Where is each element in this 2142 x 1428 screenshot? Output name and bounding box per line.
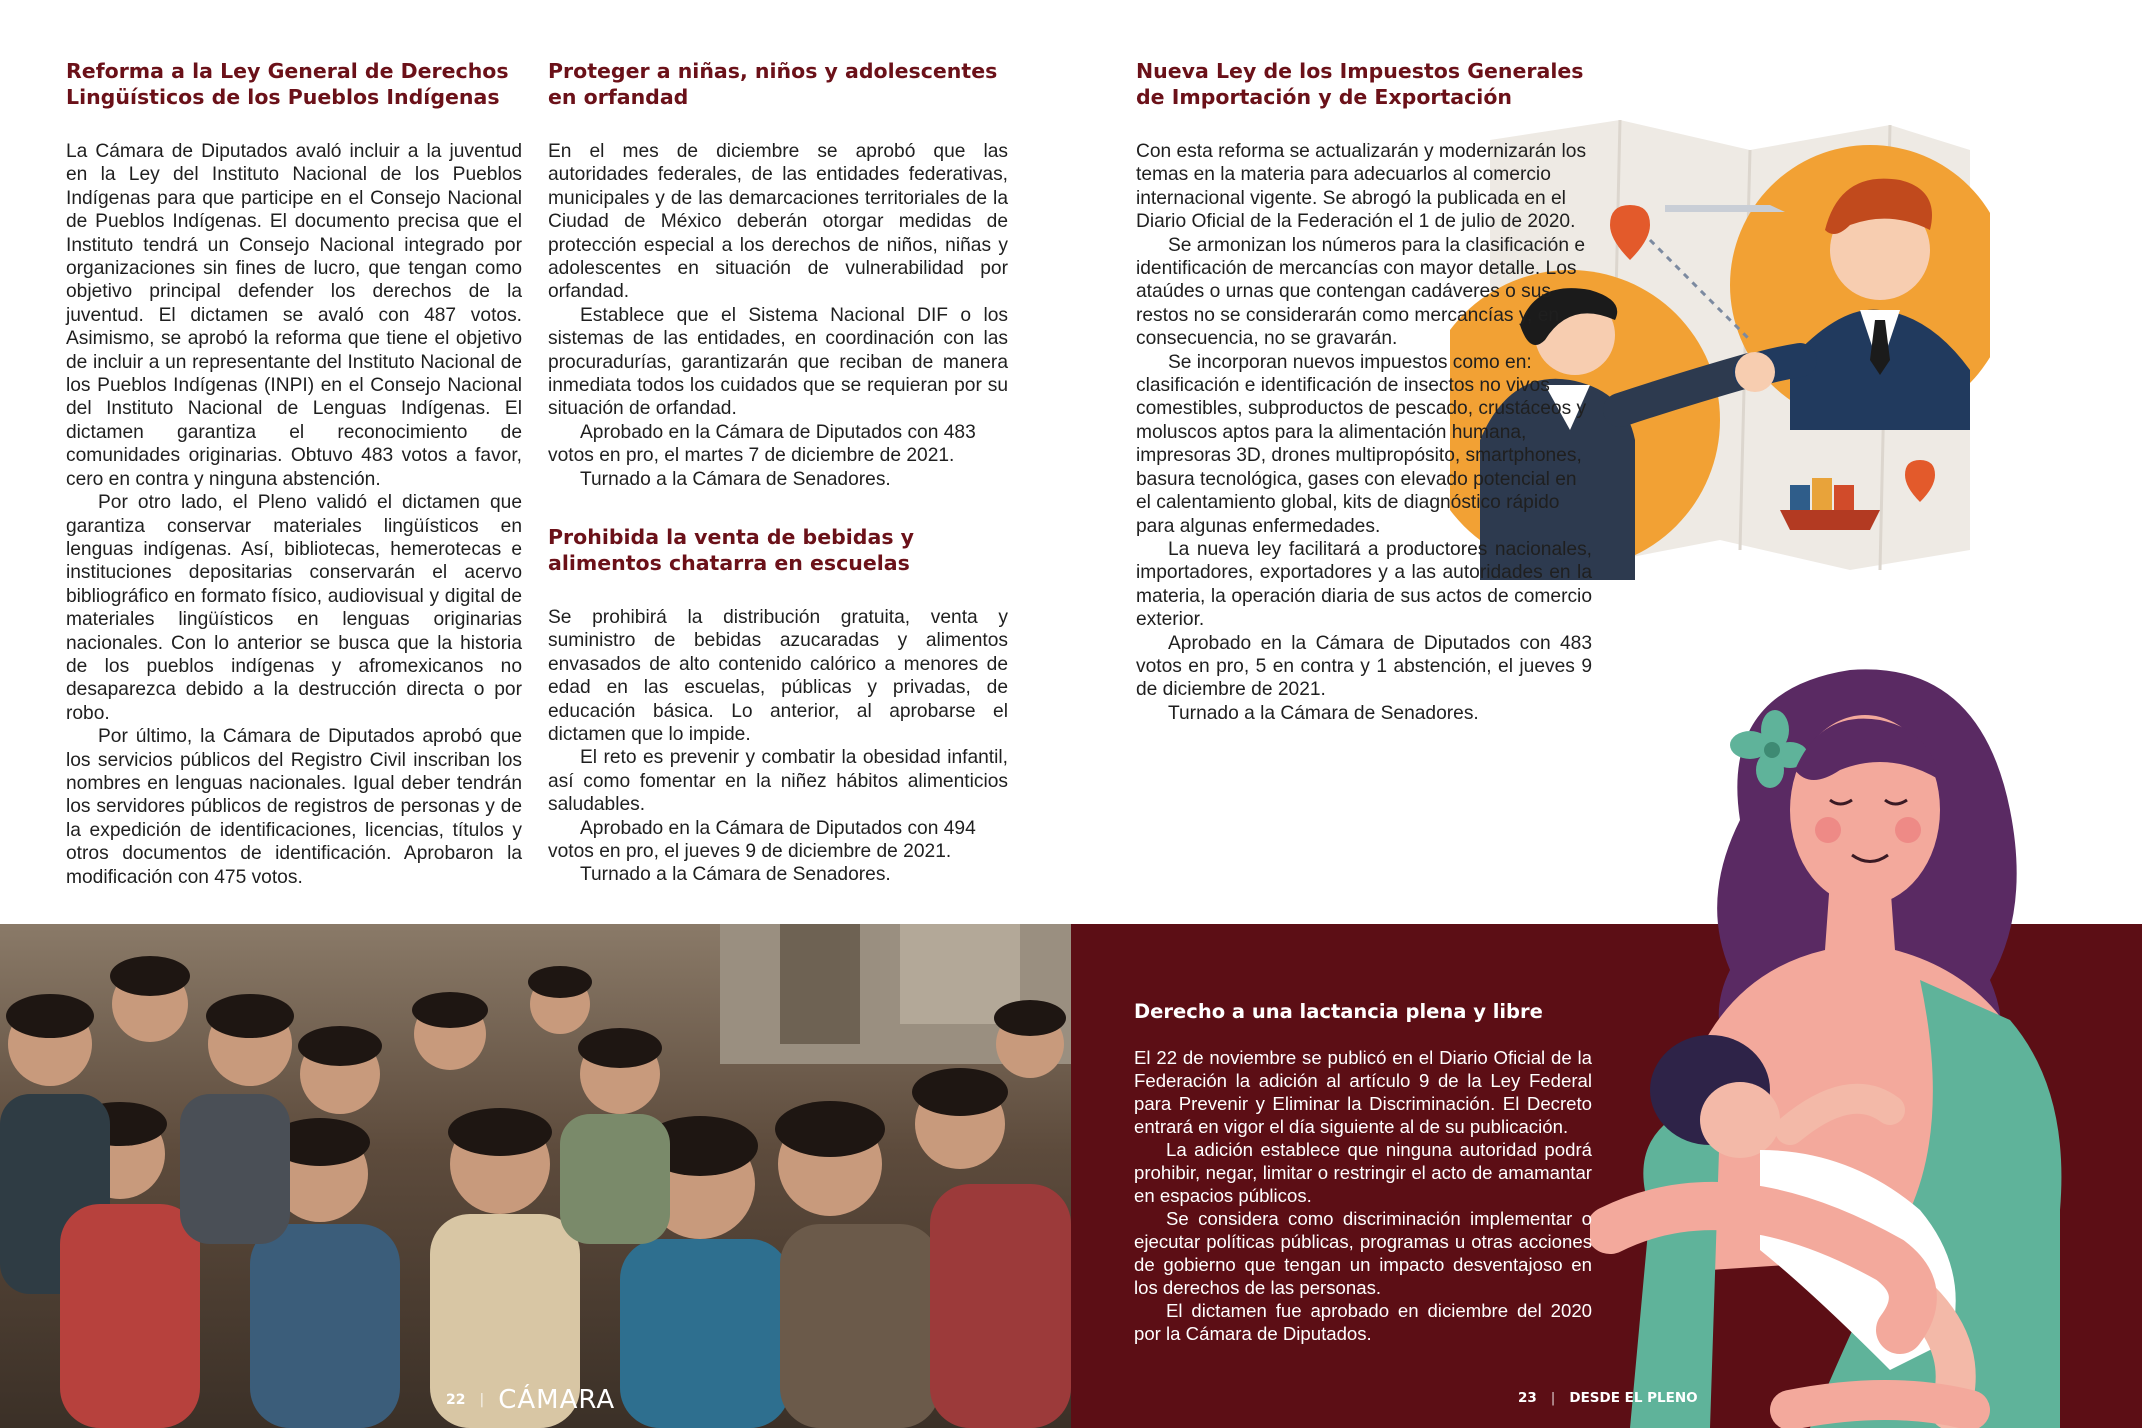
article-paragraph: Aprobado en la Cámara de Diputados con 494 votos en pro, el jueves 9 de diciembre de 2021. (548, 817, 976, 863)
children-photo-illustration (0, 924, 1071, 1428)
article-paragraph: El dictamen fue aprobado en diciembre del 2020 por la Cámara de Diputados. (1134, 1300, 1592, 1344)
article-paragraph: Aprobado en la Cámara de Diputados con 483 votos en pro, 5 en contra y 1 abstención, el jueves 9 de diciembre de 2021. (1136, 632, 1592, 701)
footer-separator: | (479, 1392, 485, 1408)
article-paragraph: La adición establece que ninguna autoridad podrá prohibir, negar, limitar o restringir el acto de amamantar en espacios públicos. (1134, 1139, 1592, 1206)
article-paragraph: La Cámara de Diputados avaló incluir a la juventud en la Ley del Instituto Nacional de los Pueblos Indígenas para que participe en el Consejo Nacional de Pueblos Indígenas. El documento precisa que el Instituto tendrá un Consejo Nacional integrado por organizaciones sin fines de lucro, que tengan como objetivo principal defender los derechos de la juventud. El dictamen se avaló con 487 votos. Asimismo, se aprobó la reforma que tiene el objetivo de incluir a un representante del Instituto Nacional de los Pueblos Indígenas (INPI) en el Consejo Nacional del Instituto Nacional de Lenguas Indígenas. El dictamen garantiza el reconocimiento de comunidades originarias. Obtuvo 483 votos a favor, cero en contra y ninguna abstención. (66, 141, 522, 490)
article-paragraph: Con esta reforma se actualizarán y modernizarán los temas en la materia para adecuarlos al comercio internacional vigente. Se abrogó la publicada en el Diario Oficial de la Federación el 1 de julio de 2020. (1136, 141, 1587, 233)
article-orfandad (548, 58, 1008, 491)
article-paragraph: Se considera como discriminación implementar o ejecutar políticas públicas, programas u otras acciones de gobierno que tengan un impacto desventajoso en los derechos de las personas. (1134, 1208, 1592, 1298)
footer-separator: | (1550, 1390, 1556, 1406)
breastfeeding-illustration (1590, 650, 2142, 1428)
article-paragraph: Por otro lado, el Pleno validó el dictamen que garantiza conservar materiales lingüísticos en lenguas indígenas. Así, bibliotecas, hemerotecas e instituciones depositarias conservarán el acervo bibliográfico en formato físico, audiovisual y digital de materiales lingüísticos en lenguas originarias nacionales. Con lo anterior se busca que la historia de los pueblos indígenas y afromexicanos no desaparezca debido a la destrucción directa o por robo. (66, 492, 522, 724)
article-lenguas (66, 58, 522, 889)
article-paragraph: Se armonizan los números para la clasificación e identificación de mercancías con mayor detalle. Los ataúdes o urnas que contengan cadáveres o sus restos no se considerarán como mercancías y, en consecuencia, no se gravarán. (1136, 234, 1586, 350)
article-paragraph: Aprobado en la Cámara de Diputados con 483 votos en pro, el martes 7 de diciembre de 2021. (548, 421, 976, 467)
article-title: Nueva Ley de los Impuestos Generales de Importación y de Exportación (1136, 59, 1584, 109)
article-paragraph: El reto es prevenir y combatir la obesidad infantil, así como fomentar en la niñez hábitos alimenticios saludables. (548, 747, 1008, 816)
article-title: Proteger a niñas, niños y adolescentes en orfandad (548, 59, 998, 109)
article-lactancia (1134, 1000, 1592, 1345)
page-number: 23 (1518, 1390, 1537, 1406)
page-number: 22 (446, 1392, 466, 1408)
footer-left (446, 1385, 615, 1415)
children-photo (0, 924, 1071, 1428)
article-title: Derecho a una lactancia plena y libre (1134, 1000, 1543, 1023)
article-chatarra (548, 524, 1008, 887)
article-paragraph: La nueva ley facilitará a productores nacionales, importadores, exportadores y a las autoridades en la materia, la operación diaria de sus actos de comercio exterior. (1136, 538, 1592, 631)
article-impuestos (1136, 58, 1592, 725)
article-paragraph: Se incorporan nuevos impuestos como en: clasificación e identificación de insectos no vivos comestibles, subproductos de pescado, crustáceos y moluscos aptos para la alimentación humana, impresoras 3D, drones multipropósito, smartphones, basura tecnológica, gases con elevado potencial en el calentamiento global, kits de diagnóstico rápido para algunas enfermedades. (1136, 351, 1587, 537)
article-title: Reforma a la Ley General de Derechos Lingüísticos de los Pueblos Indígenas (66, 59, 509, 109)
article-paragraph: Turnado a la Cámara de Senadores. (580, 864, 891, 886)
article-paragraph: Por último, la Cámara de Diputados aprobó que los servicios públicos del Registro Civil inscriban los nombres en lenguas nacionales. Igual deber tendrán los servidores públicos de registros de personas y de la expedición de identificaciones, licencias, títulos y otros documentos de identificación. Aprobaron la modificación con 475 votos. (66, 726, 522, 888)
article-title: Prohibida la venta de bebidas y alimentos chatarra en escuelas (548, 525, 915, 575)
camara-logo: CÁMARA (498, 1385, 616, 1415)
article-paragraph: Establece que el Sistema Nacional DIF o los sistemas de las entidades, en coordinación con las procuradurías, garantizarán que reciban de manera inmediata todos los cuidados que se requieran por su situación de orfandad. (548, 304, 1008, 420)
footer-right (1518, 1390, 1698, 1406)
article-paragraph: Turnado a la Cámara de Senadores. (1168, 702, 1479, 724)
article-paragraph: El 22 de noviembre se publicó en el Diario Oficial de la Federación la adición al artículo 9 de la Ley Federal para Prevenir y Eliminar la Discriminación. El Decreto entrará en vigor el día siguiente al de su publicación. (1134, 1047, 1592, 1137)
article-paragraph: Turnado a la Cámara de Senadores. (580, 468, 891, 490)
article-paragraph: Se prohibirá la distribución gratuita, venta y suministro de bebidas azucaradas y alimentos envasados de alto contenido calórico a menores de edad en las escuelas, públicas y privadas, de educación básica. Lo anterior, al aprobarse el dictamen que lo impide. (548, 607, 1008, 746)
article-paragraph: En el mes de diciembre se aprobó que las autoridades federales, de las entidades federativas, municipales y de las demarcaciones territoriales de la Ciudad de México deberán otorgar medidas de protección especial a los derechos de niños, niñas y adolescentes en situación de vulnerabilidad por orfandad. (548, 141, 1008, 303)
section-name: DESDE EL PLENO (1569, 1390, 1698, 1406)
